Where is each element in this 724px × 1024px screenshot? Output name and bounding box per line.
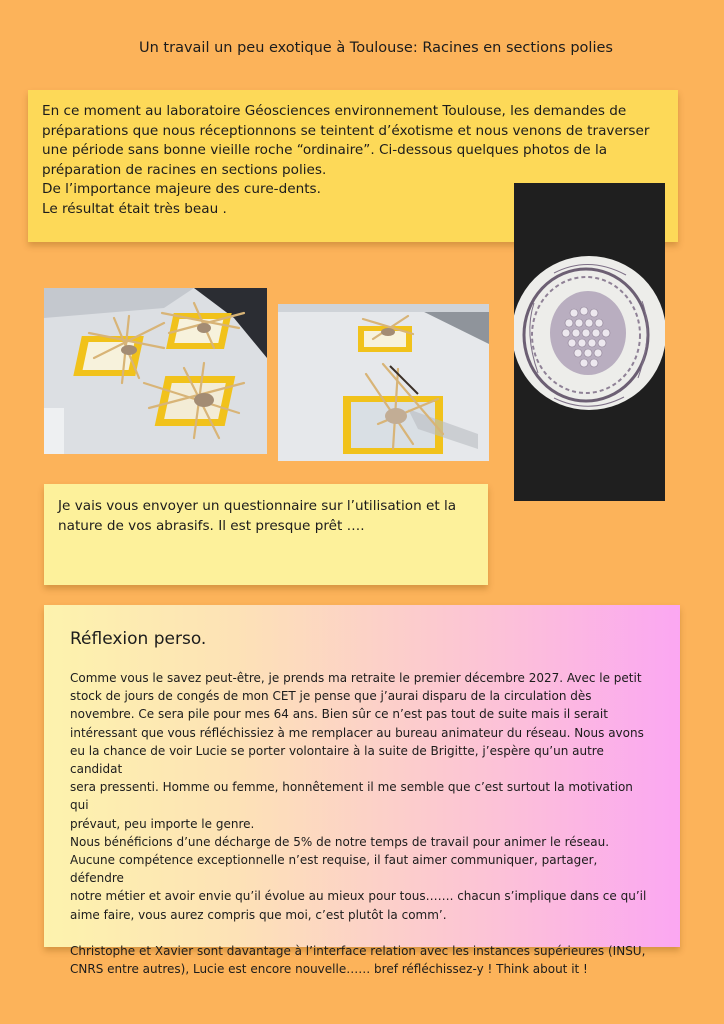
reflection-note xyxy=(44,605,680,977)
root-section-microscope-photo xyxy=(514,183,665,501)
sample-preparation-photo-1 xyxy=(44,288,267,454)
questionnaire-text: Je vais vous envoyer un questionnaire sur l’utilisation et la nature de vos abrasifs. Il est presque prêt …. xyxy=(58,498,457,534)
sample-preparation-photo-2 xyxy=(278,304,489,461)
page-title: Un travail un peu exotique à Toulouse: Racines en sections polies xyxy=(139,40,613,56)
reflection-body: Comme vous le savez peut-être, je prends ma retraite le premier décembre 2027. Avec le petit stock de jours de congés de mon CET je pense que j’aurai disparu de la circulation dès novembre. Ce sera pile pour mes 64 ans. Bien sûr ce n’est pas tout de suite mais il serait intéressant que vous réfléchissiez à me remplacer au bureau animateur du réseau. Nous avons eu la chance de voir Lucie se porter volontaire à la suite de Brigitte, j’espère qu’un autre candidat sera pressenti. Homme ou femme, honnêtement il me semble que c’est surtout la motivation qui prévaut, peu importe le genre. Nous bénéficions d’une décharge de 5% de notre temps de travail pour animer le réseau. Aucune compétence exceptionnelle n’est requise, il faut aimer communiquer, partager, défendre notre métier et avoir envie qu’il évolue au mieux pour tous……. chacun s’implique dans ce qu’il aime faire, vous aurez compris que moi, c’est plutôt la comm’. Christophe et Xavier sont davantage à l’interface relation avec les instances supérieures (INSU, CNRS entre autres), Lucie est encore nouvelle…… bref réfléchissez-y ! Think about it ! xyxy=(70,671,647,977)
reflection-heading: Réflexion perso. xyxy=(70,629,207,649)
intro-text: En ce moment au laboratoire Géosciences environnement Toulouse, les demandes de préparations que nous réceptionnons se teintent d’éxotisme et nous venons de traverser une période sans bonne vieille roche “ordinaire”. Ci-dessous quelques photos de la préparation de racines en sections polies. De l’importance majeure des cure-dents. Le résultat était très beau . xyxy=(42,103,650,217)
questionnaire-note xyxy=(44,484,488,585)
